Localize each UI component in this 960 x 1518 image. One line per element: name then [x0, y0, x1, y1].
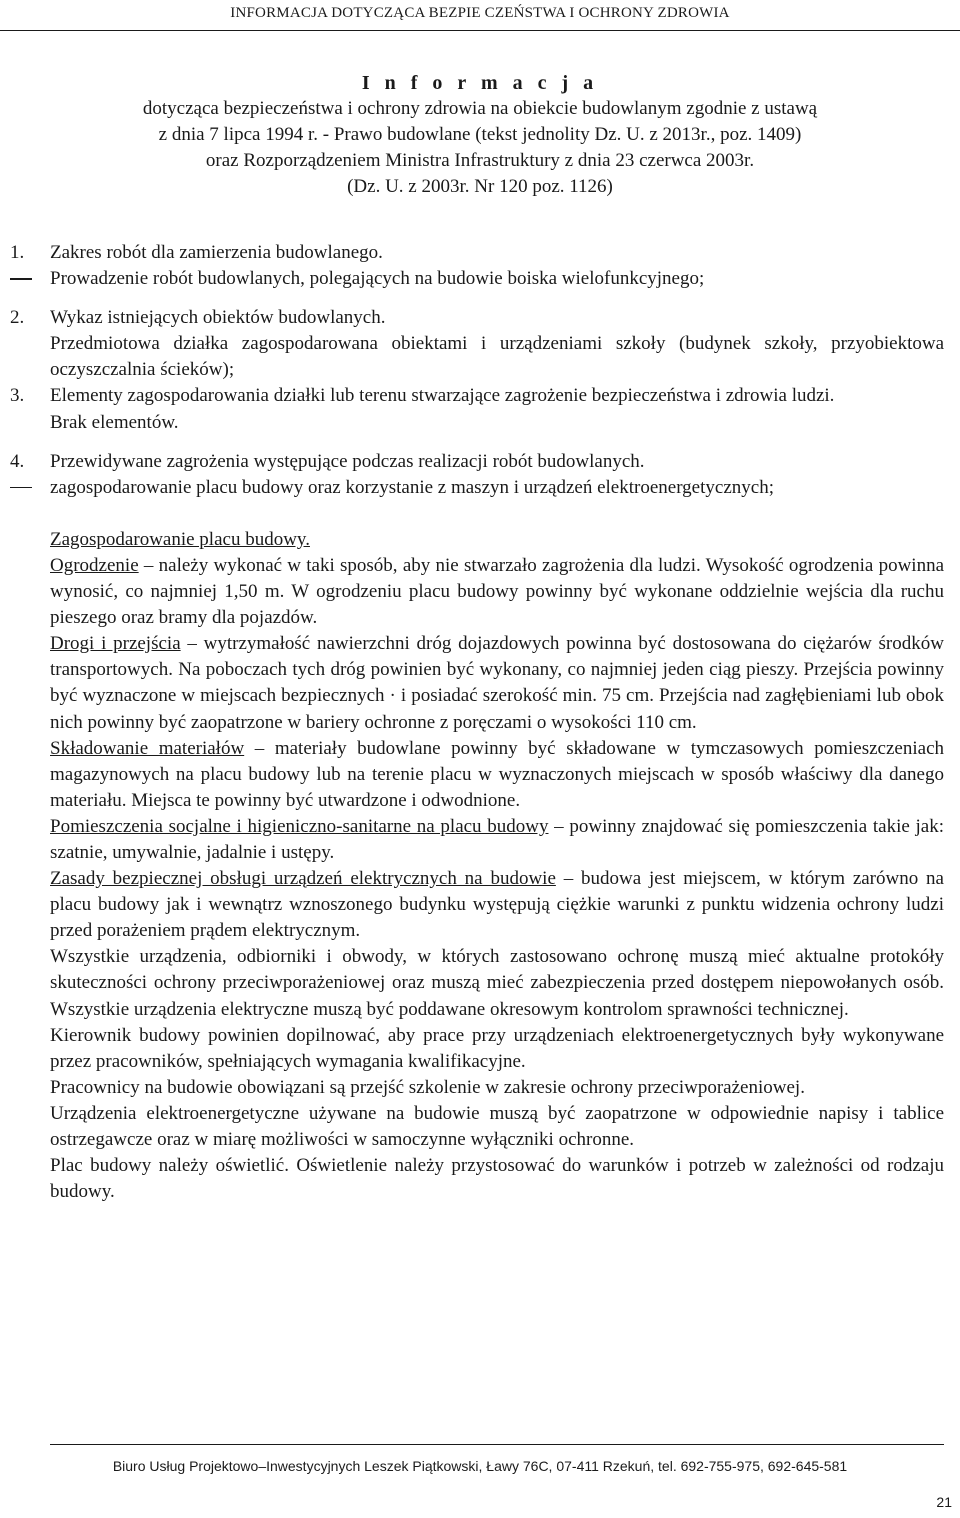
footer-text: Biuro Usług Projektowo–Inwestycyjnych Leszek Piątkowski, Ławy 76C, 07-411 Rzekuń, tel. 692-755-975, 692-645-581 — [112, 1458, 848, 1474]
section-number: 3. — [10, 385, 25, 407]
section-number: 4. — [10, 450, 25, 472]
list-item-text: zagospodarowanie placu budowy oraz korzystanie z maszyn i urządzeń elektroenergetycznych; — [50, 476, 774, 498]
section-text: Brak elementów. — [50, 411, 179, 433]
roads-paragraph — [50, 631, 944, 735]
section-3 — [10, 383, 944, 435]
section-heading: Przewidywane zagrożenia występujące podczas realizacji robót budowlanych. — [50, 450, 645, 472]
subtitle-line: dotycząca bezpieczeństwa i ochrony zdrowia na obiekcie budowlanym zgodnie z ustawą — [142, 98, 818, 119]
dash-bullet — [10, 278, 32, 280]
document-subtitle — [40, 96, 920, 200]
section-number: 1. — [10, 242, 25, 263]
section-2 — [10, 305, 944, 383]
section-heading: Zakres robót dla zamierzenia budowlanego. — [50, 242, 383, 263]
signs-paragraph: Urządzenia elektroenergetyczne używane na budowie muszą być zaopatrzone w odpowiednie napisy i tablice ostrzegawcze oraz w miarę możliwości w samoczynne wyłączniki ochronne. — [50, 1102, 944, 1150]
section-heading: Wykaz istniejących obiektów budowlanych. — [50, 307, 386, 329]
site-heading: Zagospodarowanie placu budowy. — [50, 528, 310, 550]
manager-paragraph: Kierownik budowy powinien dopilnować, aby prace przy urządzeniach elektroenergetycznych były wykonywane przez pracowników, spełniających wymagania kwalifikacyjne. — [50, 1024, 944, 1072]
page-number: 21 — [936, 1494, 952, 1510]
section-4 — [10, 449, 944, 475]
devices-paragraph: Wszystkie urządzenia, odbiorniki i obwody, w których zastosowano ochronę muszą mieć aktualne protokóły skuteczności ochrony przeciwporażeniowej oraz muszą mieć zabezpieczenia przed dostępem niepowołanych osób. Wszystkie urządzenia elektryczne muszą być poddawane okresowym kontrolom sprawności technicznej. — [50, 946, 944, 1020]
rooms-title: Pomieszczenia socjalne i higieniczno-sanitarne na placu budowy — [50, 815, 549, 837]
rooms-paragraph — [50, 814, 944, 866]
list-item-text: Prowadzenie robót budowlanych, polegających na budowie boiska wielofunkcyjnego; — [50, 268, 705, 290]
running-header: INFORMACJA DOTYCZĄCA BEZPIE CZEŃSTWA I OCHRONY ZDROWIA — [230, 5, 730, 21]
rooms-text: – powinny znajdować się pomieszczenia takie jak: szatnie, umywalnie, jadalnie i ustępy. — [50, 815, 944, 863]
footer-divider — [50, 1444, 944, 1445]
document-body — [10, 240, 944, 1205]
section-1 — [10, 240, 944, 266]
list-item — [50, 266, 944, 292]
section-heading: Elementy zagospodarowania działki lub terenu stwarzające zagrożenie bezpieczeństwa i zdrowia ludzi. — [50, 385, 835, 407]
roads-title: Drogi i przejścia — [50, 633, 181, 655]
lighting-paragraph: Plac budowy należy oświetlić. Oświetlenie należy przystosować do warunków i potrzeb w zależności od rodzaju budowy. — [50, 1155, 944, 1203]
electric-title: Zasady bezpiecznej obsługi urządzeń elektrycznych na budowie — [50, 868, 556, 890]
roads-text: – wytrzymałość nawierzchni dróg dojazdowych powinna być dostosowana do ciężarów środków transportowych. Na poboczach tych dróg powinien być wykonany, co najmniej jeden ciąg pieszy. Przejścia powinny być wyznaczone w miejscach bezpiecznych · i posiadać szerokość min. 75 cm. Przejścia nad zagłębieniami lub obok nich powinny być zaopatrzone w bariery ochronne z poręczami o wysokości 110 cm. — [50, 633, 944, 733]
document-title: I n f o r m a c j a — [361, 72, 599, 94]
workers-paragraph: Pracownicy na budowie obowiązani są przejść szkolenie w zakresie ochrony przeciwporażeniowej. — [50, 1076, 805, 1098]
fence-paragraph — [50, 553, 944, 631]
fence-title: Ogrodzenie — [50, 554, 139, 576]
subtitle-line: (Dz. U. z 2003r. Nr 120 poz. 1126) — [347, 176, 613, 197]
header-divider — [0, 30, 960, 31]
section-number: 2. — [10, 307, 25, 329]
subtitle-line: oraz Rozporządzeniem Ministra Infrastruktury z dnia 23 czerwca 2003r. — [205, 150, 755, 171]
storage-title: Składowanie materiałów — [50, 737, 245, 759]
storage-paragraph — [50, 736, 944, 814]
dash-bullet — [10, 487, 32, 489]
list-item — [50, 475, 944, 501]
section-text: Przedmiotowa działka zagospodarowana obiektami i urządzeniami szkoły (budynek szkoły, przyobiektowa oczyszczalnia ścieków); — [50, 333, 944, 381]
fence-text: – należy wykonać w taki sposób, aby nie stwarzało zagrożenia dla ludzi. Wysokość ogrodzenia powinna wynosić, co najmniej 1,50 m. W ogrodzeniu placu budowy powinny być wykonane oddzielnie wejścia dla ruchu pieszego oraz bramy dla pojazdów. — [50, 554, 944, 629]
electric-paragraph — [50, 866, 944, 944]
storage-text: – materiały budowlane powinny być składowane w tymczasowych pomieszczeniach magazynowych na placu budowy lub na terenie placu w wyznaczonych miejscach w sposób właściwy dla danego materiału. Miejsca te powinny być utwardzone i odwodnione. — [50, 737, 944, 811]
electric-text: – budowa jest miejscem, w którym zarówno na placu budowy jak i wewnątrz wznoszonego budynku występują ciężkie warunki z punktu widzenia ochrony ludzi przed porażeniem prądem elektrycznym. — [50, 868, 944, 942]
subtitle-line: z dnia 7 lipca 1994 r. - Prawo budowlane (tekst jednolity Dz. U. z 2013r., poz. 1409) — [158, 124, 802, 145]
